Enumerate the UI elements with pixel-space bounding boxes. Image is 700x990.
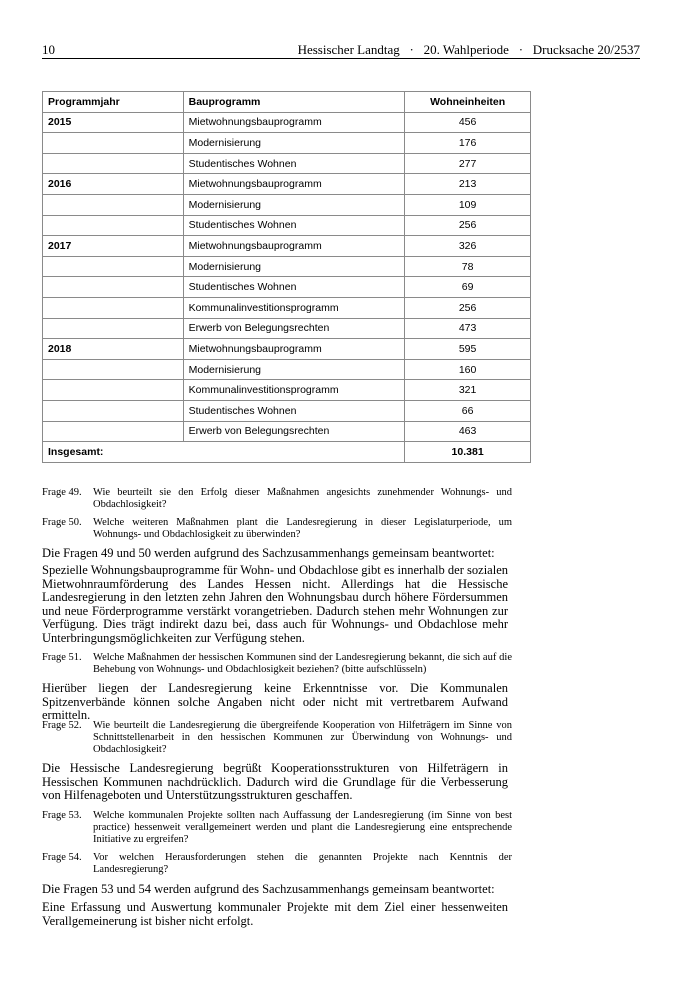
- housing-program-table: [42, 91, 531, 463]
- table-row: [43, 215, 531, 236]
- cell-year: [43, 277, 184, 298]
- cell-program: Modernisierung: [183, 194, 405, 215]
- question-text: Wie beurteilt die Landesregierung die übergreifende Kooperation von Hilfeträgern im Sinne von Schnittstellenarbeit in den hessischen Kommunen zur Überwindung von Wohnungs- und Obdachlosigkeit?: [93, 720, 512, 755]
- cell-year: [43, 400, 184, 421]
- cell-units: 213: [405, 174, 531, 195]
- answer-53-54-body: Eine Erfassung und Auswertung kommunaler Projekte mit dem Ziel einer hessenweiten Verallgemeinerung ist bisher nicht erfolgt.: [42, 900, 508, 928]
- column-header-program: Bauprogramm: [183, 92, 405, 113]
- answer-52: Die Hessische Landesregierung begrüßt Kooperationsstrukturen von Hilfeträgern in Hessischen Kommunen nachdrücklich. Dadurch wird die Grundlage für die Verbesserung von Hilfenageboten und Unterstützungsstrukturen geschaffen.: [42, 761, 508, 803]
- cell-program: Studentisches Wohnen: [183, 215, 405, 236]
- table-row: [43, 133, 531, 154]
- page-header: [42, 41, 640, 59]
- cell-units: 326: [405, 236, 531, 257]
- column-header-units: Wohneinheiten: [405, 92, 531, 113]
- cell-program: Mietwohnungsbauprogramm: [183, 174, 405, 195]
- question-label: Frage 53.: [42, 810, 82, 821]
- table-row: [43, 380, 531, 401]
- cell-year: [43, 215, 184, 236]
- question-text: Wie beurteilt sie den Erfolg dieser Maßnahmen angesichts zunehmender Wohnungs- und Obdachlosigkeit?: [93, 487, 512, 510]
- table-row: [43, 174, 531, 195]
- cell-year: [43, 380, 184, 401]
- question-text: Welche Maßnahmen der hessischen Kommunen sind der Landesregierung bekannt, die sich auf die Behebung von Wohnungs- und Obdachlosigkeit beziehen? (bitte aufschlüsseln): [93, 652, 512, 675]
- question-label: Frage 50.: [42, 517, 82, 528]
- table-total-row: [43, 442, 531, 463]
- cell-program: Modernisierung: [183, 256, 405, 277]
- cell-units: 595: [405, 339, 531, 360]
- cell-year: [43, 421, 184, 442]
- cell-program: Mietwohnungsbauprogramm: [183, 339, 405, 360]
- cell-year: 2016: [43, 174, 184, 195]
- table-row: [43, 256, 531, 277]
- cell-program: Erwerb von Belegungsrechten: [183, 318, 405, 339]
- answer-49-50-body: Spezielle Wohnungsbauprogramme für Wohn- und Obdachlose gibt es innerhalb der sozialen Mietwohnraumförderung des Landes Hessen nicht. Allerdings hat die Hessische Landesregierung in den letzten zehn Jahren den Wohnungsbau durch höhere Fördersummen und neue Förderprogramme verstärkt vorangetrieben. Dadurch stehen mehr Wohnungen zur Verfügung. Dies trägt indirekt dazu bei, dass auch für Wohnungs- und Obdachlose mehr Unterbringungsmöglichkeiten zur Verfügung stehen.: [42, 563, 508, 645]
- table-header-row: [43, 92, 531, 113]
- table-row: [43, 236, 531, 257]
- answer-49-50-intro: Die Fragen 49 und 50 werden aufgrund des Sachzusammenhangs gemeinsam beantwortet:: [42, 546, 495, 560]
- question-text: Welche kommunalen Projekte sollten nach Auffassung der Landesregierung (im Sinne von best practice) hessenweit verallgemeinert werden und plant die Landesregierung eine entsprechende Initiative zu ergreifen?: [93, 810, 512, 845]
- cell-units: 321: [405, 380, 531, 401]
- cell-program: Erwerb von Belegungsrechten: [183, 421, 405, 442]
- cell-units: 109: [405, 194, 531, 215]
- table-row: [43, 153, 531, 174]
- cell-units: 66: [405, 400, 531, 421]
- cell-units: 176: [405, 133, 531, 154]
- answer-51: Hierüber liegen der Landesregierung keine Erkenntnisse vor. Die Kommunalen Spitzenverbände können solche Angaben nicht oder nicht mit vertretbarem Aufwand ermitteln.: [42, 681, 508, 723]
- question-label: Frage 51.: [42, 652, 82, 663]
- cell-units: 256: [405, 215, 531, 236]
- cell-units: 69: [405, 277, 531, 298]
- cell-year: [43, 256, 184, 277]
- cell-year: [43, 153, 184, 174]
- column-header-year: Programmjahr: [43, 92, 184, 113]
- header-title: Hessischer Landtag · 20. Wahlperiode · Drucksache 20/2537: [297, 42, 640, 57]
- cell-units: 456: [405, 112, 531, 133]
- cell-year: [43, 297, 184, 318]
- cell-program: Modernisierung: [183, 359, 405, 380]
- cell-units: 160: [405, 359, 531, 380]
- cell-program: Studentisches Wohnen: [183, 153, 405, 174]
- table-row: [43, 277, 531, 298]
- cell-year: [43, 318, 184, 339]
- cell-units: 473: [405, 318, 531, 339]
- cell-year: 2015: [43, 112, 184, 133]
- table-row: [43, 194, 531, 215]
- cell-year: [43, 133, 184, 154]
- answer-53-54-intro: Die Fragen 53 und 54 werden aufgrund des Sachzusammenhangs gemeinsam beantwortet:: [42, 882, 495, 896]
- page-number: 10: [42, 42, 55, 57]
- cell-year: [43, 194, 184, 215]
- cell-year: 2017: [43, 236, 184, 257]
- cell-units: 277: [405, 153, 531, 174]
- question-text: Welche weiteren Maßnahmen plant die Landesregierung in dieser Legislaturperiode, um Wohnungs- und Obdachlosigkeit zu überwinden?: [93, 517, 512, 540]
- cell-units: 256: [405, 297, 531, 318]
- table-row: [43, 297, 531, 318]
- table-row: [43, 359, 531, 380]
- cell-program: Studentisches Wohnen: [183, 400, 405, 421]
- cell-year: [43, 359, 184, 380]
- question-label: Frage 49.: [42, 487, 82, 498]
- question-label: Frage 54.: [42, 852, 82, 863]
- cell-year: 2018: [43, 339, 184, 360]
- cell-program: Mietwohnungsbauprogramm: [183, 236, 405, 257]
- table-row: [43, 400, 531, 421]
- question-text: Vor welchen Herausforderungen stehen die genannten Projekte nach Kenntnis der Landesregierung?: [93, 852, 512, 875]
- cell-program: Mietwohnungsbauprogramm: [183, 112, 405, 133]
- cell-units: 463: [405, 421, 531, 442]
- total-value: 10.381: [405, 442, 531, 463]
- table-row: [43, 112, 531, 133]
- table-row: [43, 339, 531, 360]
- cell-program: Studentisches Wohnen: [183, 277, 405, 298]
- question-label: Frage 52.: [42, 720, 82, 731]
- table-row: [43, 318, 531, 339]
- table-row: [43, 421, 531, 442]
- cell-program: Kommunalinvestitionsprogramm: [183, 380, 405, 401]
- cell-units: 78: [405, 256, 531, 277]
- total-label: Insgesamt:: [43, 442, 405, 463]
- cell-program: Modernisierung: [183, 133, 405, 154]
- cell-program: Kommunalinvestitionsprogramm: [183, 297, 405, 318]
